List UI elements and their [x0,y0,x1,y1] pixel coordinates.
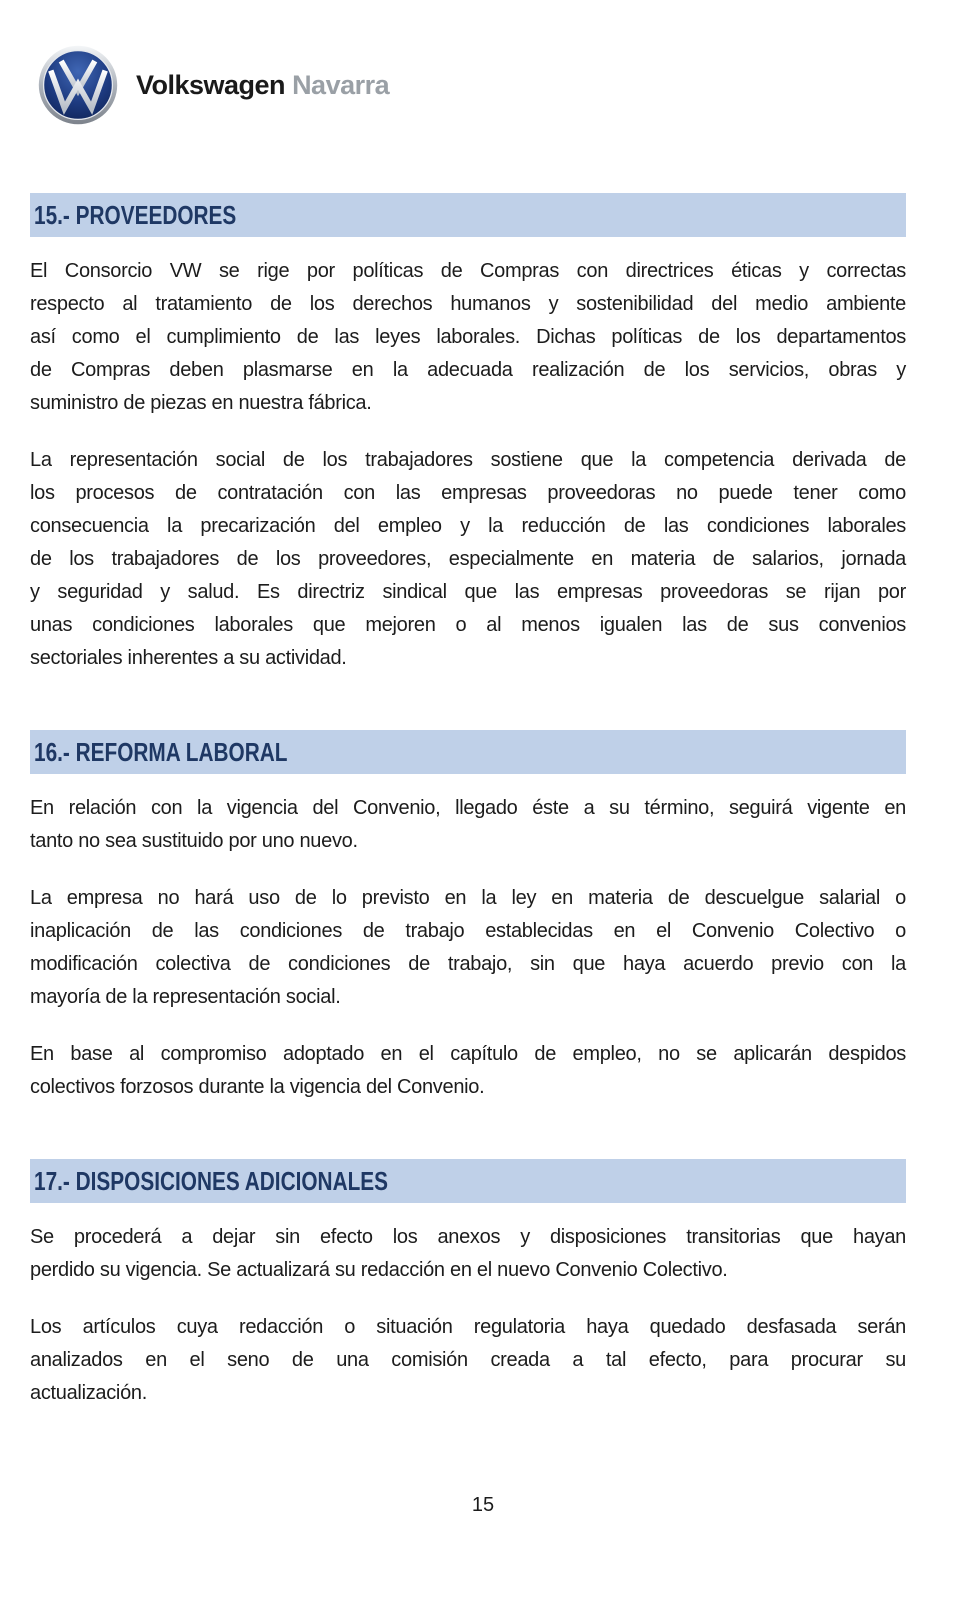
text-line: Los artículos cuya redacción o situación regulatoria haya quedado desfasada serán [30,1316,906,1338]
body-paragraph [30,882,906,1014]
text-line: los procesos de contratación con las empresas proveedoras no puede tener como [30,482,906,504]
document-section [30,193,906,675]
document-section [30,1159,906,1410]
text-line: consecuencia la precarización del empleo y la reducción de las condiciones laborales [30,515,906,537]
body-paragraph [30,1311,906,1410]
text-line: mayoría de la representación social. [30,986,341,1008]
text-line: modificación colectiva de condiciones de trabajo, sin que haya acuerdo previo con la [30,953,906,975]
text-line: En base al compromiso adoptado en el capítulo de empleo, no se aplicarán despidos [30,1043,906,1065]
text-line: inaplicación de las condiciones de trabajo establecidas en el Convenio Colectivo o [30,920,906,942]
text-line: El Consorcio VW se rige por políticas de Compras con directrices éticas y correctas [30,260,906,282]
text-line: suministro de piezas en nuestra fábrica. [30,392,372,414]
body-paragraph [30,255,906,420]
section-heading: 16.- REFORMA LABORAL [34,736,288,767]
text-line: de los trabajadores de los proveedores, especialmente en materia de salarios, jornada [30,548,906,570]
header-brand [38,44,389,126]
text-line: colectivos forzosos durante la vigencia del Convenio. [30,1076,485,1098]
sections [30,126,906,1410]
text-line: tanto no sea sustituido por uno nuevo. [30,830,358,852]
text-line: En relación con la vigencia del Convenio, llegado éste a su término, seguirá vigente en [30,797,906,819]
body-paragraph [30,1221,906,1287]
text-line: así como el cumplimiento de las leyes laborales. Dichas políticas de los departamentos [30,326,906,348]
section-heading-bar [30,730,906,774]
text-line: La empresa no hará uso de lo previsto en la ley en materia de descuelgue salarial o [30,887,906,909]
body-paragraph [30,792,906,858]
text-line: actualización. [30,1382,147,1404]
body-paragraph [30,444,906,675]
section-heading-bar [30,193,906,237]
text-line: y seguridad y salud. Es directriz sindical que las empresas proveedoras se rijan por [30,581,906,603]
brand-name: Volkswagen [136,69,286,100]
section-heading-bar [30,1159,906,1203]
section-heading: 17.- DISPOSICIONES ADICIONALES [34,1165,389,1196]
text-line: sectoriales inherentes a su actividad. [30,647,347,669]
text-line: unas condiciones laborales que mejoren o al menos igualen las de sus convenios [30,614,906,636]
text-line: Se procederá a dejar sin efecto los anexos y disposiciones transitorias que hayan [30,1226,906,1248]
text-line: La representación social de los trabajadores sostiene que la competencia derivada de [30,449,906,471]
document-section [30,730,906,1104]
body-paragraph [30,1038,906,1104]
brand-region: Navarra [292,69,390,100]
text-line: de Compras deben plasmarse en la adecuada realización de los servicios, obras y [30,359,906,381]
section-heading: 15.- PROVEEDORES [34,199,237,230]
page-number: 15 [471,1494,495,1516]
brand-wordmark [136,70,389,101]
text-line: perdido su vigencia. Se actualizará su redacción en el nuevo Convenio Colectivo. [30,1259,728,1281]
text-line: respecto al tratamiento de los derechos humanos y sostenibilidad del medio ambiente [30,293,906,315]
vw-roundel-icon [38,45,118,125]
text-line: analizados en el seno de una comisión creada a tal efecto, para procurar su [30,1349,906,1371]
